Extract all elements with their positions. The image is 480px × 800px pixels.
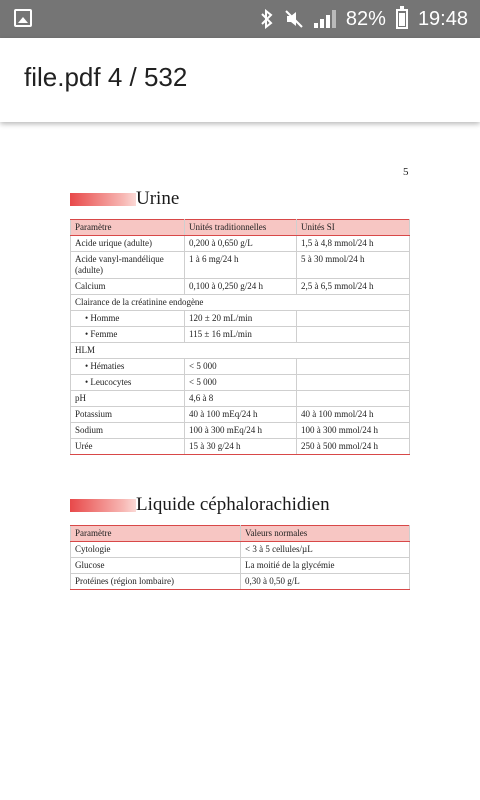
table-row [71,295,410,311]
table-cell: 0,200 à 0,650 g/L [185,236,297,252]
table-cell: La moitié de la glycémie [241,558,410,574]
table-cell: • Leucocytes [71,375,185,391]
column-header: Paramètre [71,526,241,542]
table-cell: Urée [71,439,185,455]
table-row [71,375,410,391]
heading-accent-bar [70,193,136,206]
table-cell: pH [71,391,185,407]
lcr-table [70,525,410,590]
table-row [71,252,410,279]
gallery-notification-icon [14,9,32,27]
table-header-row [71,526,410,542]
table-cell: < 3 à 5 cellules/µL [241,542,410,558]
table-cell: 115 ± 16 mL/min [185,327,297,343]
table-row [71,574,410,590]
table-row [71,327,410,343]
table-row [71,423,410,439]
table-row [71,359,410,375]
table-cell: Clairance de la créatinine endogène [71,295,410,311]
table-cell: 100 à 300 mEq/24 h [185,423,297,439]
bluetooth-icon [260,9,274,29]
document-title: file.pdf 4 / 532 [24,62,188,92]
table-cell: • Femme [71,327,185,343]
table-cell: < 5 000 [185,375,297,391]
table-row [71,558,410,574]
section-heading-urine [70,190,409,208]
table-cell: 120 ± 20 mL/min [185,311,297,327]
signal-icon [314,10,336,28]
table-cell [297,311,410,327]
table-cell [297,359,410,375]
table-row [71,236,410,252]
section-heading-lcr [70,496,409,514]
table-cell: • Hématies [71,359,185,375]
table-cell: 0,30 à 0,50 g/L [241,574,410,590]
status-bar [0,0,480,38]
table-cell: 1,5 à 4,8 mmol/24 h [297,236,410,252]
table-cell: 100 à 300 mmol/24 h [297,423,410,439]
table-cell: 4,6 à 8 [185,391,297,407]
table-cell [297,391,410,407]
table-row [71,542,410,558]
table-cell: 5 à 30 mmol/24 h [297,252,410,279]
column-header: Unités SI [297,220,410,236]
table-cell: Calcium [71,279,185,295]
column-header: Unités traditionnelles [185,220,297,236]
table-cell: Protéines (région lombaire) [71,574,241,590]
table-cell [297,375,410,391]
section-title: Urine [136,188,180,209]
urine-table [70,219,410,455]
table-cell: 40 à 100 mEq/24 h [185,407,297,423]
table-cell: 250 à 500 mmol/24 h [297,439,410,455]
table-cell: HLM [71,343,410,359]
table-row [71,407,410,423]
column-header: Paramètre [71,220,185,236]
table-header-row [71,220,410,236]
table-cell: 0,100 à 0,250 g/24 h [185,279,297,295]
table-cell: 40 à 100 mmol/24 h [297,407,410,423]
table-cell: Cytologie [71,542,241,558]
table-row [71,439,410,455]
table-row [71,343,410,359]
table-row [71,311,410,327]
table-row [71,391,410,407]
table-cell: • Homme [71,311,185,327]
table-cell: Acide vanyl-mandélique (adulte) [71,252,185,279]
column-header: Valeurs normales [241,526,410,542]
section-title: Liquide céphalorachidien [136,494,330,515]
table-cell: 2,5 à 6,5 mmol/24 h [297,279,410,295]
heading-accent-bar [70,499,136,512]
clock: 19:48 [417,7,468,30]
table-cell [297,327,410,343]
battery-percent: 82% [345,7,386,30]
table-cell: < 5 000 [185,359,297,375]
table-cell: 1 à 6 mg/24 h [185,252,297,279]
mute-icon [284,9,304,29]
table-cell: Glucose [71,558,241,574]
title-bar [0,38,480,122]
table-cell: Potassium [71,407,185,423]
table-cell: Acide urique (adulte) [71,236,185,252]
pdf-page[interactable] [0,122,480,800]
table-cell: 15 à 30 g/24 h [185,439,297,455]
battery-icon [396,9,408,29]
page-number: 5 [403,166,409,178]
table-row [71,279,410,295]
table-cell: Sodium [71,423,185,439]
